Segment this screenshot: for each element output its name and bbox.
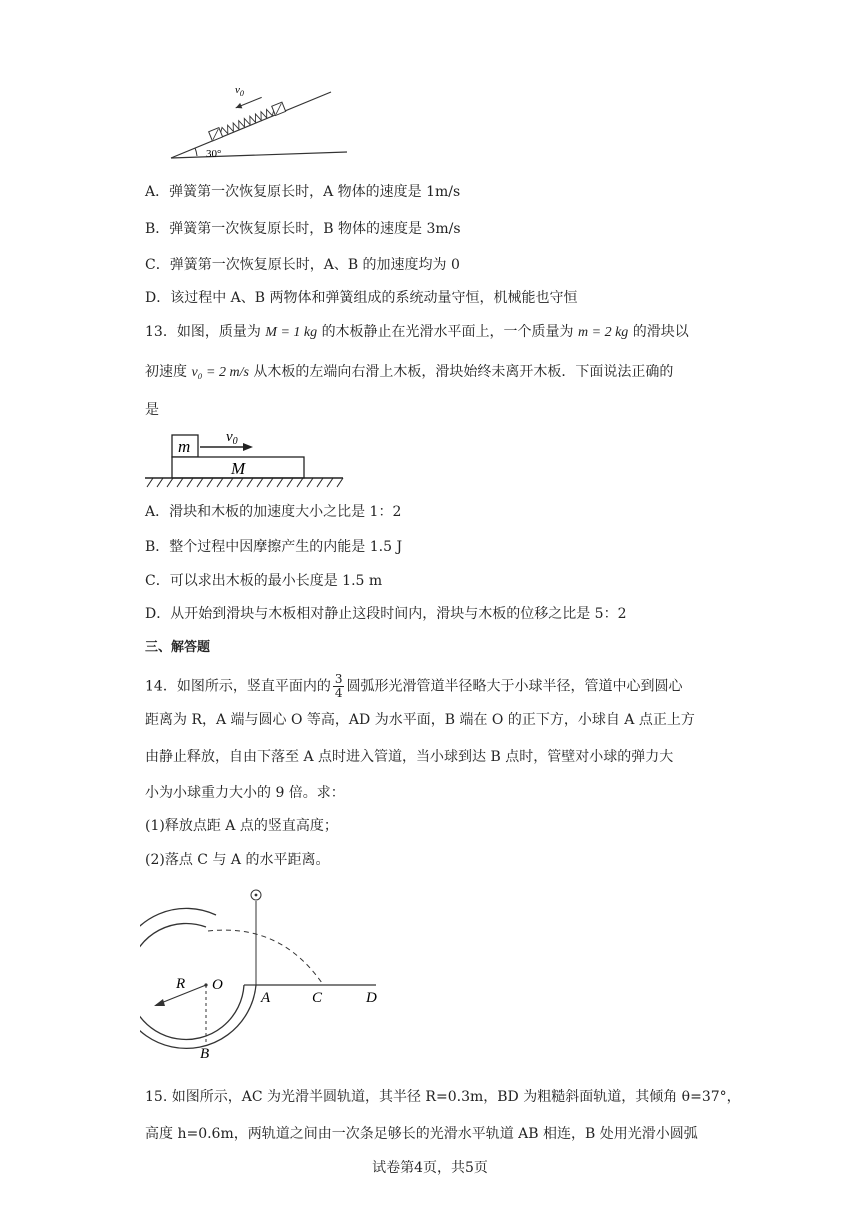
block-board-figure — [145, 425, 355, 495]
q14-stem-line2: 距离为 R，A 端与圆心 O 等高，AD 为水平面，B 端在 O 的正下方，小球自 A 点正上方 — [145, 712, 695, 728]
q15-stem-line2: 高度 h=0.6m，两轨道之间由一次条足够长的光滑水平轨道 AB 相连，B 处用光滑小圆弧 — [145, 1126, 698, 1142]
q12-option-d: D．该过程中 A、B 两物体和弹簧组成的系统动量守恒，机械能也守恒 — [145, 290, 578, 306]
incline-figure — [165, 80, 355, 165]
circular-tube-figure — [140, 885, 390, 1065]
point-B-label: B — [200, 1046, 210, 1062]
q13-stem-line1: 13．如图，质量为 M = 1 kg 的木板静止在光滑水平面上，一个质量为 m = 2 kg 的滑块以 — [145, 324, 689, 340]
center-O-label: O — [212, 977, 223, 993]
point-C-label: C — [312, 990, 323, 1006]
section-heading: 三、解答题 — [145, 640, 211, 655]
q14-question-2: (2)落点 C 与 A 的水平距离。 — [145, 852, 330, 868]
q13-stem-line2: 初速度 v₀ = 2 m/s 从木板的左端向右滑上木板，滑块始终未离开木板．下面说法正确的 — [145, 364, 674, 380]
three-quarters-fraction: $\frac{3}{4}$ — [334, 672, 343, 700]
q15-stem-line1: 15. 如图所示，AC 为光滑半圆轨道，其半径 R=0.3m，BD 为粗糙斜面轨道，其倾角 θ=37°， — [145, 1089, 741, 1105]
q14-stem-line1: 14．如图所示，竖直平面内的 $\frac{3}{4}$ 圆弧形光滑管道半径略大于小球半径，管道中心到圆心 — [145, 672, 683, 700]
q13-option-a: A．滑块和木板的加速度大小之比是 1：2 — [145, 504, 402, 520]
q13-velocity: v₀ = 2 m/s — [191, 365, 249, 380]
q13-option-c: C．可以求出木板的最小长度是 1.5 m — [145, 573, 383, 589]
block-v0-label: $v_0$ — [226, 429, 238, 447]
page-footer: 试卷第4页，共5页 — [372, 1160, 488, 1176]
q13-option-d: D．从开始到滑块与木板相对静止这段时间内，滑块与木板的位移之比是 5：2 — [145, 606, 627, 622]
q14-stem-line4: 小为小球重力大小的 9 倍。求： — [145, 785, 345, 801]
point-A-label: A — [261, 990, 271, 1006]
q13-mass-m: m = 2 kg — [578, 325, 629, 340]
q14-stem-line3: 由静止释放，自由下落至 A 点时进入管道，当小球到达 B 点时，管壁对小球的弹力大 — [145, 749, 674, 765]
q13-stem-line3: 是 — [145, 402, 159, 418]
board-M-label: M — [231, 459, 246, 478]
q12-option-a: A．弹簧第一次恢复原长时，A 物体的速度是 1m/s — [145, 184, 461, 200]
q13-option-b: B．整个过程中因摩擦产生的内能是 1.5 J — [145, 539, 403, 555]
q13-mass-M: M = 1 kg — [265, 325, 318, 340]
q12-option-c: C．弹簧第一次恢复原长时，A、B 的加速度均为 0 — [145, 257, 460, 273]
point-D-label: D — [366, 990, 377, 1006]
radius-R-label: R — [176, 976, 186, 992]
angle-label: 30° — [206, 148, 222, 160]
v0-label: $v_0$ — [235, 84, 244, 98]
q12-option-b: B．弹簧第一次恢复原长时，B 物体的速度是 3m/s — [145, 221, 461, 237]
q14-question-1: (1)释放点距 A 点的竖直高度； — [145, 818, 338, 834]
block-m-label: m — [178, 437, 191, 456]
